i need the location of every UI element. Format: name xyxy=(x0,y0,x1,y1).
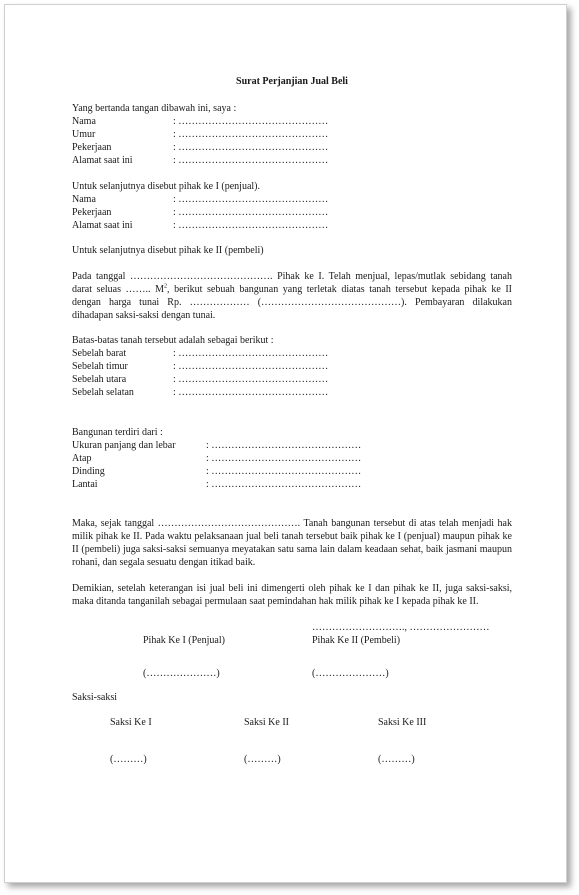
sale-paragraph xyxy=(72,270,512,322)
document-body xyxy=(72,75,512,766)
place-date-blank: ………………………., …………………… xyxy=(312,622,490,633)
party1-fields xyxy=(72,115,512,167)
party1-signature-label: Pihak Ke I (Penjual) xyxy=(143,635,225,646)
party1-note: Untuk selanjutnya disebut pihak ke I (penjual). xyxy=(72,181,261,192)
witness-heading: Saksi-saksi xyxy=(72,692,117,703)
field-row xyxy=(72,439,512,452)
field-row xyxy=(72,347,512,360)
field-row xyxy=(72,193,512,206)
field-label: Sebelah barat xyxy=(72,348,127,359)
field-blank: : ……………………………………… xyxy=(173,220,329,231)
field-label: Nama xyxy=(72,194,96,205)
place-date-line xyxy=(72,621,512,634)
field-blank: : ……………………………………… xyxy=(173,129,329,140)
field-blank: : ……………………………………… xyxy=(173,387,329,398)
border-fields xyxy=(72,347,512,399)
witness-3-blank: (………) xyxy=(378,754,415,765)
field-row xyxy=(72,154,512,167)
field-label: Sebelah selatan xyxy=(72,387,134,398)
sale-paragraph-part-a: Pada tanggal ……………………………………. Pihak ke I. Telah menjual, lepas/mutlak sebidang tanah darat seluas …….. M xyxy=(72,271,512,295)
field-blank: : ……………………………………… xyxy=(206,466,362,477)
field-blank: : ……………………………………… xyxy=(173,374,329,385)
field-blank: : ……………………………………… xyxy=(173,348,329,359)
field-row xyxy=(72,206,512,219)
building-intro: Bangunan terdiri dari : xyxy=(72,427,163,438)
field-row xyxy=(72,115,512,128)
document-page xyxy=(4,4,567,883)
document-title: Surat Perjanjian Jual Beli xyxy=(236,76,348,87)
witness-1-label: Saksi Ke I xyxy=(110,717,152,728)
field-blank: : ……………………………………… xyxy=(173,361,329,372)
sale-paragraph-part-b: , berikut sebuah bangunan yang terletak diatas tanah tersebut kepada pihak ke II dengan harga tunai Rp. ……………… (……………………………………). Pembayaran dilakukan dihadapan saksi-saksi dengan tunai. xyxy=(72,284,512,321)
field-label: Nama xyxy=(72,116,96,127)
field-label: Pekerjaan xyxy=(72,142,112,153)
party1-signature-blank: (…………………) xyxy=(143,668,220,679)
field-label: Sebelah utara xyxy=(72,374,127,385)
field-row xyxy=(72,478,512,491)
field-blank: : ……………………………………… xyxy=(173,207,329,218)
building-fields xyxy=(72,439,512,491)
field-label: Atap xyxy=(72,453,92,464)
field-label: Pekerjaan xyxy=(72,207,112,218)
field-blank: : ……………………………………… xyxy=(173,194,329,205)
field-blank: : ……………………………………… xyxy=(206,453,362,464)
witness-3-label: Saksi Ke III xyxy=(378,717,427,728)
square-superscript: 2 xyxy=(164,283,168,290)
field-row xyxy=(72,386,512,399)
field-blank: : ……………………………………… xyxy=(173,155,329,166)
field-row xyxy=(72,141,512,154)
field-label: Ukuran panjang dan lebar xyxy=(72,440,176,451)
field-label: Lantai xyxy=(72,479,98,490)
party2-signature-label: Pihak Ke II (Pembeli) xyxy=(312,635,401,646)
party2-fields xyxy=(72,193,512,232)
field-blank: : ……………………………………… xyxy=(173,116,329,127)
field-label: Alamat saat ini xyxy=(72,155,133,166)
field-row xyxy=(72,219,512,232)
field-blank: : ……………………………………… xyxy=(206,440,362,451)
field-blank: : ……………………………………… xyxy=(206,479,362,490)
party-signature-labels xyxy=(72,634,512,647)
field-label: Dinding xyxy=(72,466,105,477)
field-blank: : ……………………………………… xyxy=(173,142,329,153)
party-signature-blanks xyxy=(72,667,512,680)
borders-intro: Batas-batas tanah tersebut adalah sebagai berikut : xyxy=(72,335,274,346)
field-row xyxy=(72,373,512,386)
party2-signature-blank: (…………………) xyxy=(312,668,389,679)
witness-labels xyxy=(72,716,512,729)
field-label: Sebelah timur xyxy=(72,361,128,372)
field-row xyxy=(72,452,512,465)
field-row xyxy=(72,360,512,373)
field-row xyxy=(72,128,512,141)
field-label: Umur xyxy=(72,129,96,140)
party2-note: Untuk selanjutnya disebut pihak ke II (pembeli) xyxy=(72,245,264,256)
ownership-paragraph: Maka, sejak tanggal ……………………………………. Tanah bangunan tersebut di atas telah menjadi hak milik pihak ke II. Pada waktu pelaksanaan jual beli tanah tersebut baik pihak ke I (penjual) maupun pihak ke II (pembeli) juga saksi-saksi semuanya meyatakan satu sama lain dalam keadaan sehat, baik jasmani maupun rohani, dan segala sesuatu dengan itikad baik. xyxy=(72,518,512,568)
witness-2-label: Saksi Ke II xyxy=(244,717,289,728)
intro-text: Yang bertanda tangan dibawah ini, saya : xyxy=(72,103,237,114)
witness-blanks xyxy=(72,753,512,766)
field-label: Alamat saat ini xyxy=(72,220,133,231)
field-row xyxy=(72,465,512,478)
witness-2-blank: (………) xyxy=(244,754,281,765)
closing-paragraph: Demikian, setelah keterangan isi jual beli ini dimengerti oleh pihak ke I dan pihak ke II, juga saksi-saksi, maka ditanda tanganilah sebagai permulaan saat pemindahan hak milik pihak ke I kepada pihak ke II. xyxy=(72,583,512,607)
witness-1-blank: (………) xyxy=(110,754,147,765)
